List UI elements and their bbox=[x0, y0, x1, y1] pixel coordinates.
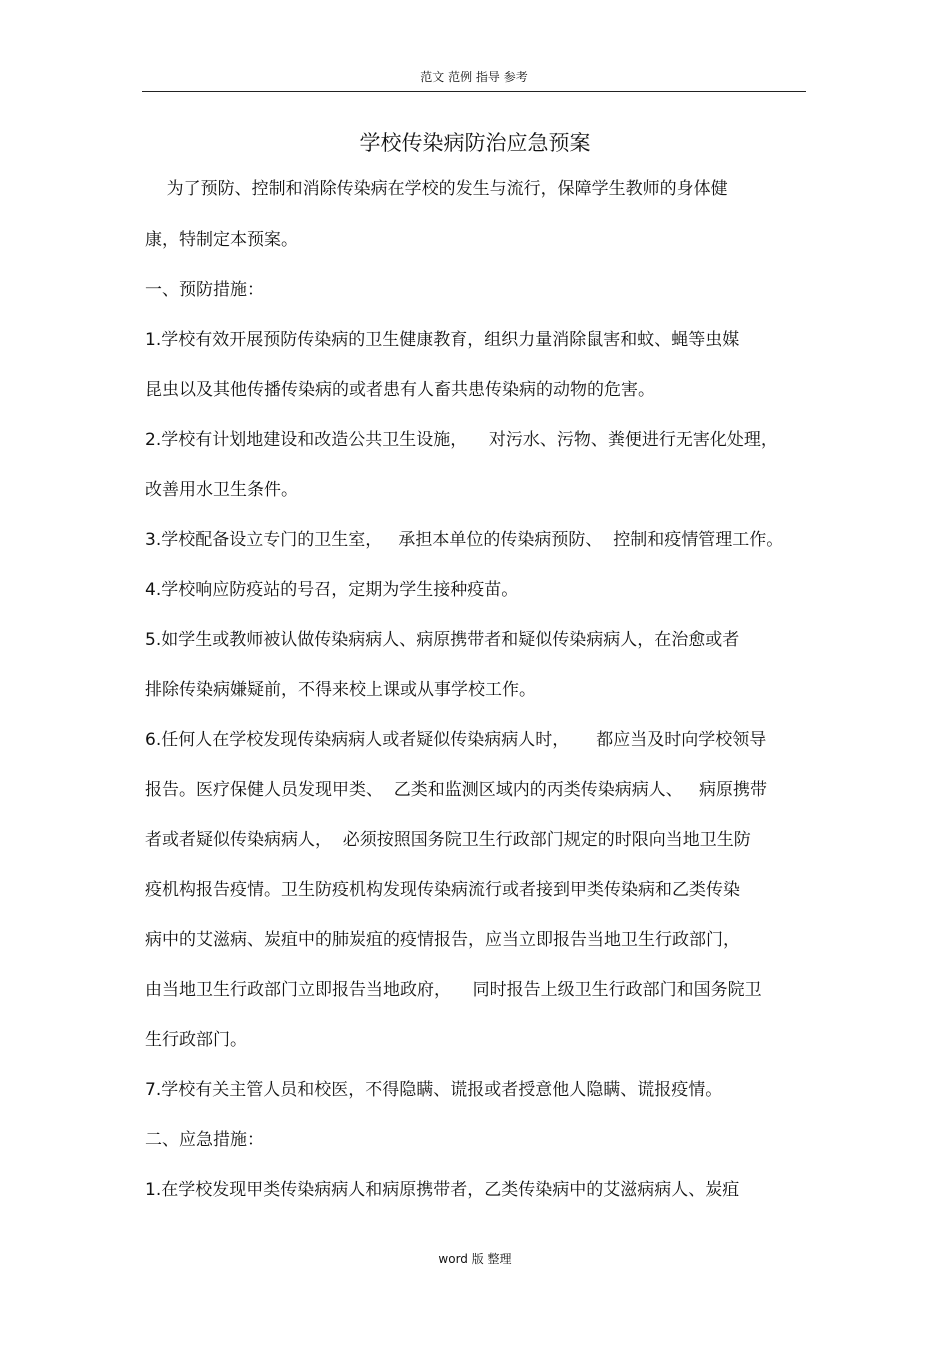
body-line: 由当地卫生行政部门立即报告当地政府， 同时报告上级卫生行政部门和国务院卫 bbox=[145, 980, 762, 1000]
body-line: 康，特制定本预案。 bbox=[145, 230, 298, 250]
body-line: 1.在学校发现甲类传染病病人和病原携带者，乙类传染病中的艾滋病病人、炭疽 bbox=[145, 1180, 740, 1200]
body-line: 疫机构报告疫情。卫生防疫机构发现传染病流行或者接到甲类传染病和乙类传染 bbox=[145, 880, 740, 900]
footer-text: word 版 整理 bbox=[438, 1252, 512, 1266]
body-line: 3.学校配备设立专门的卫生室， 承担本单位的传染病预防、 控制和疫情管理工作。 bbox=[145, 530, 784, 550]
body-line: 昆虫以及其他传播传染病的或者患有人畜共患传染病的动物的危害。 bbox=[145, 380, 655, 400]
section-heading: 一、预防措施： bbox=[145, 280, 264, 300]
body-line: 5.如学生或教师被认做传染病病人、病原携带者和疑似传染病病人，在治愈或者 bbox=[145, 630, 740, 650]
page-header bbox=[142, 66, 806, 92]
body-line: 改善用水卫生条件。 bbox=[145, 480, 298, 500]
document-title: 学校传染病防治应急预案 bbox=[359, 131, 591, 155]
body-line: 1.学校有效开展预防传染病的卫生健康教育，组织力量消除鼠害和蚊、蝇等虫媒 bbox=[145, 330, 740, 350]
body-line: 6.任何人在学校发现传染病病人或者疑似传染病病人时， 都应当及时向学校领导 bbox=[145, 730, 767, 750]
body-line: 4.学校响应防疫站的号召，定期为学生接种疫苗。 bbox=[145, 580, 519, 600]
header-text: 范文 范例 指导 参考 bbox=[420, 70, 528, 84]
body-line: 病中的艾滋病、炭疽中的肺炭疽的疫情报告，应当立即报告当地卫生行政部门， bbox=[145, 930, 740, 950]
body-line: 7.学校有关主管人员和校医，不得隐瞒、谎报或者授意他人隐瞒、谎报疫情。 bbox=[145, 1080, 723, 1100]
body-line: 生行政部门。 bbox=[145, 1030, 247, 1050]
body-line: 者或者疑似传染病病人， 必须按照国务院卫生行政部门规定的时限向当地卫生防 bbox=[145, 830, 751, 850]
page-footer bbox=[0, 1250, 950, 1268]
section-heading: 二、应急措施： bbox=[145, 1130, 264, 1150]
body-line: 报告。医疗保健人员发现甲类、 乙类和监测区域内的丙类传染病病人、 病原携带 bbox=[145, 780, 768, 800]
body-line: 排除传染病嫌疑前，不得来校上课或从事学校工作。 bbox=[145, 680, 536, 700]
body-line: 为了预防、控制和消除传染病在学校的发生与流行，保障学生教师的身体健 bbox=[145, 179, 728, 199]
body-line: 2.学校有计划地建设和改造公共卫生设施， 对污水、污物、粪便进行无害化处理， bbox=[145, 430, 778, 450]
